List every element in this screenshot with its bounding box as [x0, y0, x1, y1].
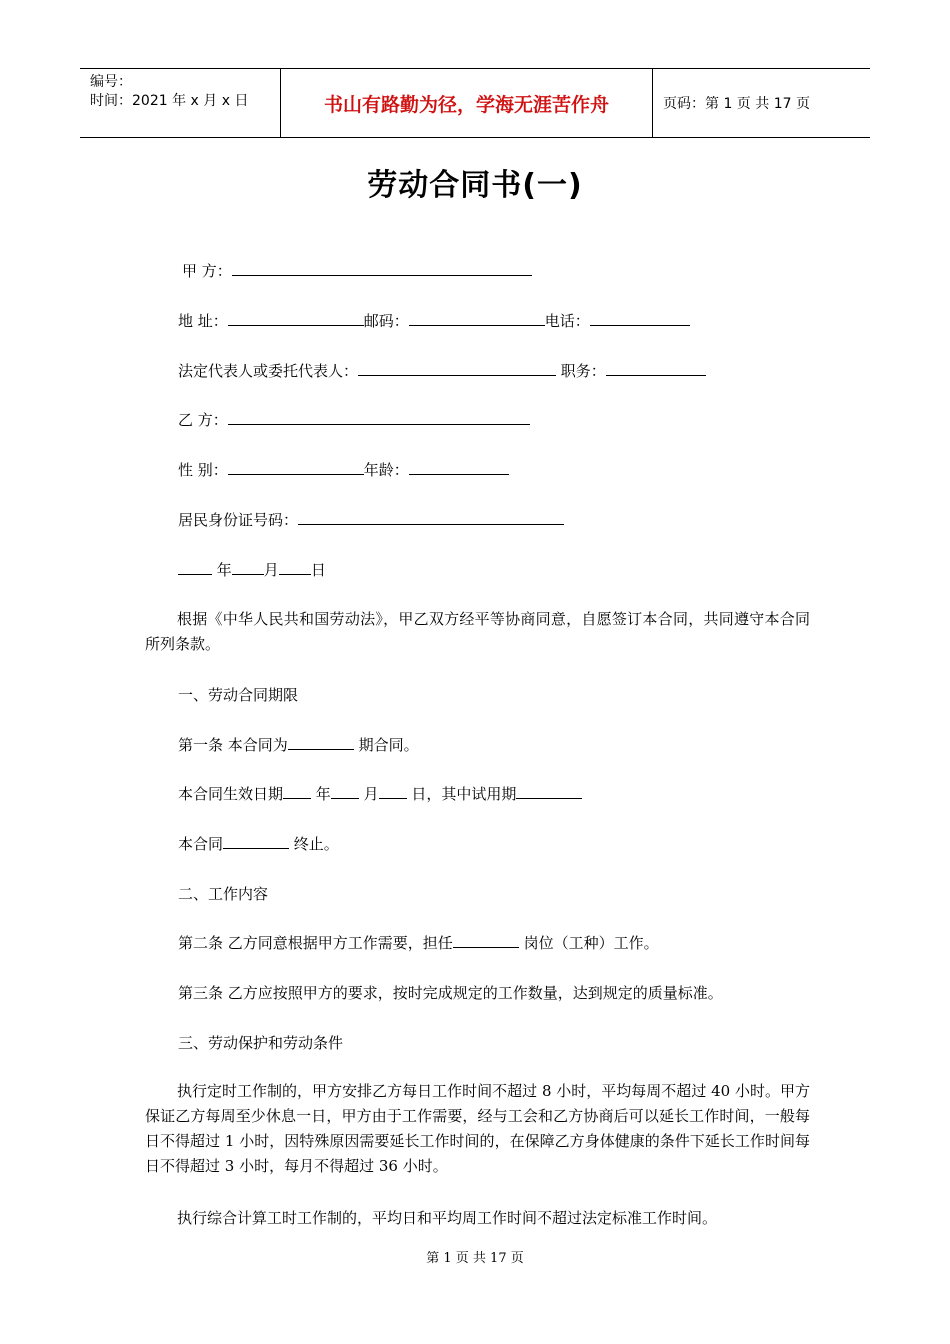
- representative-line: [178, 361, 706, 381]
- representative-blank: [358, 361, 556, 376]
- article1-line: [178, 735, 419, 755]
- date-year-label: 年: [216, 561, 232, 579]
- header-page-label: 页码：第 1 页 共 17 页: [663, 96, 810, 112]
- phone-label: 电话：: [544, 312, 590, 330]
- page-footer: 第 1 页 共 17 页: [426, 1251, 524, 1266]
- gender-label: 性 别：: [178, 461, 228, 479]
- id-number-line: [178, 510, 564, 530]
- section2-title: 二、工作内容: [178, 885, 269, 903]
- party-b-blank: [228, 410, 530, 425]
- fixed-hours-paragraph: 执行定时工作制的，甲方安排乙方每日工作时间不超过 8 小时，平均每周不超过 40 小时。甲方保证乙方每周至少休息一日，甲方由于工作需要，经与工会和乙方协商后可以延长工作时间，一般每日不得超过 1 小时，因特殊原因需要延长工作时间的，在保障乙方身体健康的条件下延长工作时间每日不得超过 3 小时，每月不得超过 36 小时。: [145, 1082, 810, 1175]
- position-blank: [606, 361, 706, 376]
- date-month-label: 月: [263, 561, 279, 579]
- document-title: 劳动合同书(一): [367, 168, 583, 203]
- article1-blank: [288, 735, 354, 750]
- party-b-line: [178, 410, 530, 430]
- position-label: 职务：: [560, 362, 606, 380]
- date-month-blank: [232, 560, 264, 575]
- gender-age-line: [178, 460, 509, 480]
- article2-text-b: 岗位（工种）工作。: [523, 934, 659, 952]
- party-a-label: 甲 方：: [182, 262, 232, 280]
- section3-title: 三、劳动保护和劳动条件: [178, 1034, 344, 1052]
- date-year-blank: [178, 560, 212, 575]
- article1-text-b: 期合同。: [358, 736, 419, 754]
- article2-blank: [453, 933, 519, 948]
- effective-day-label: 日，其中试用期: [411, 785, 517, 803]
- effective-year-blank: [283, 784, 311, 799]
- effective-text-a: 本合同生效日期: [178, 785, 284, 803]
- address-line: [178, 311, 690, 331]
- article2-text-a: 第二条 乙方同意根据甲方工作需要，担任: [178, 934, 453, 952]
- effective-month-blank: [331, 784, 359, 799]
- address-label: 地 址：: [178, 312, 228, 330]
- end-date-line: [178, 834, 339, 854]
- time-label: 时间：2021 年 x 月 x 日: [90, 93, 249, 109]
- combined-hours-paragraph: 执行综合计算工时工作制的，平均日和平均周工作时间不超过法定标准工作时间。: [177, 1209, 718, 1227]
- id-number-label: 居民身份证号码：: [178, 511, 299, 529]
- address-blank: [228, 311, 364, 326]
- date-line: [178, 560, 326, 580]
- id-number-blank: [298, 510, 564, 525]
- article3-line: 第三条 乙方应按照甲方的要求，按时完成规定的工作数量，达到规定的质量标准。: [178, 984, 723, 1002]
- article2-line: [178, 933, 659, 953]
- effective-year-label: 年: [315, 785, 331, 803]
- postcode-blank: [409, 311, 545, 326]
- intro-paragraph: 根据《中华人民共和国劳动法》，甲乙双方经平等协商同意，自愿签订本合同，共同遵守本合同所列条款。: [145, 610, 810, 653]
- end-text-b: 终止。: [293, 835, 339, 853]
- effective-day-blank: [379, 784, 407, 799]
- page-header: [80, 68, 870, 138]
- party-a-line: [182, 261, 532, 281]
- end-text-a: 本合同: [178, 835, 224, 853]
- end-blank: [223, 834, 289, 849]
- article1-text-a: 第一条 本合同为: [178, 736, 288, 754]
- header-meta: [80, 69, 281, 137]
- representative-label: 法定代表人或委托代表人：: [178, 362, 359, 380]
- number-label: 编号：: [90, 74, 132, 90]
- party-b-label: 乙 方：: [178, 411, 228, 429]
- age-blank: [409, 460, 509, 475]
- header-motto: 书山有路勤为径，学海无涯苦作舟: [281, 69, 653, 137]
- age-label: 年龄：: [363, 461, 409, 479]
- effective-date-line: [178, 784, 582, 804]
- gender-blank: [228, 460, 364, 475]
- section1-title: 一、劳动合同期限: [178, 686, 299, 704]
- phone-blank: [590, 311, 690, 326]
- effective-month-label: 月: [363, 785, 379, 803]
- probation-blank: [516, 784, 582, 799]
- date-day-label: 日: [310, 561, 326, 579]
- postcode-label: 邮码：: [363, 312, 409, 330]
- date-day-blank: [279, 560, 311, 575]
- party-a-blank: [232, 261, 532, 276]
